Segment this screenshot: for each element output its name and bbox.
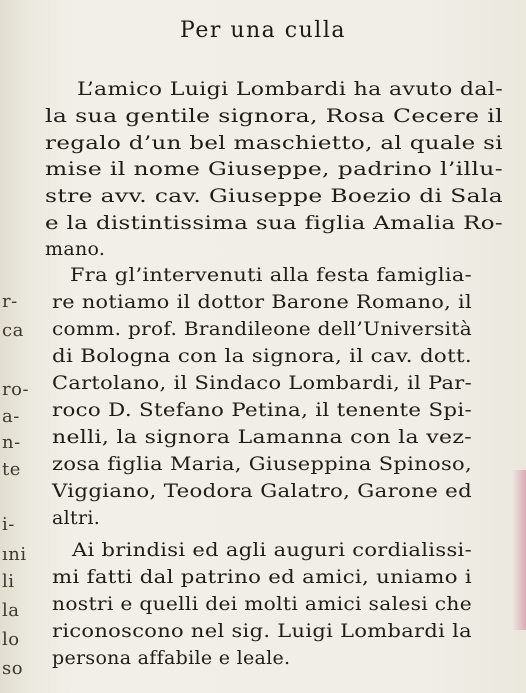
fragment: a- [2,406,20,427]
text-line: persona affabile e leale. [52,647,291,669]
fragment: ro- [2,379,30,400]
text-line: di Bologna con la signora, il cav. dott. [52,345,472,367]
text-line: mise il nome Giuseppe, padrino l’illu- [45,158,504,180]
text-line: re notiamo il dottor Barone Romano, il [52,291,472,313]
text-line: riconoscono nel sig. Luigi Lombardi la [52,620,472,642]
text-line: nelli, la signora Lamanna con la vez- [52,426,473,448]
text-line: Viggiano, Teodora Galatro, Garone ed [52,480,473,502]
text-line: mano. [45,238,106,260]
text-line: roco D. Stefano Petina, il tenente Spi- [52,399,473,421]
text-line: L’amico Luigi Lombardi ha avuto dal- [77,78,504,100]
fragment: i- [2,514,15,535]
fragment: li [2,571,15,592]
text-line: la sua gentile signora, Rosa Cecere il [45,105,503,127]
fragment: la [2,600,20,621]
text-line: altri. [52,507,101,529]
text-line: Ai brindisi ed agli auguri cordialissi- [72,539,472,561]
fragment: ıni [2,544,27,565]
fragment: n- [2,432,21,453]
text-line: e la distintissima sua figlia Amalia Ro- [45,212,504,234]
fragment: te [2,459,21,480]
fragment: r- [2,291,18,312]
text-line: Cartolano, il Sindaco Lombardi, il Par- [52,372,473,394]
fragment: lo [2,629,20,650]
fragment: ca [2,320,24,341]
text-line: Fra gl’intervenuti alla festa famiglia- [70,264,472,286]
article-title: Per una culla [180,18,346,43]
text-line: zosa figlia Maria, Giuseppina Spinoso, [52,453,472,475]
adjacent-column-fragments [2,0,30,693]
text-line: comm. prof. Brandileone dell’Università [52,318,473,340]
text-line: nostri e quelli dei molti amici salesi che [52,593,472,615]
text-line: regalo d’un bel maschietto, al quale si [45,132,503,154]
text-line: mi fatti dal patrino ed amici, uniamo i [52,566,473,588]
edge-stain [512,470,526,630]
text-line: stre avv. cav. Giuseppe Boezio di Sala [45,185,504,207]
fragment: so [2,658,24,679]
